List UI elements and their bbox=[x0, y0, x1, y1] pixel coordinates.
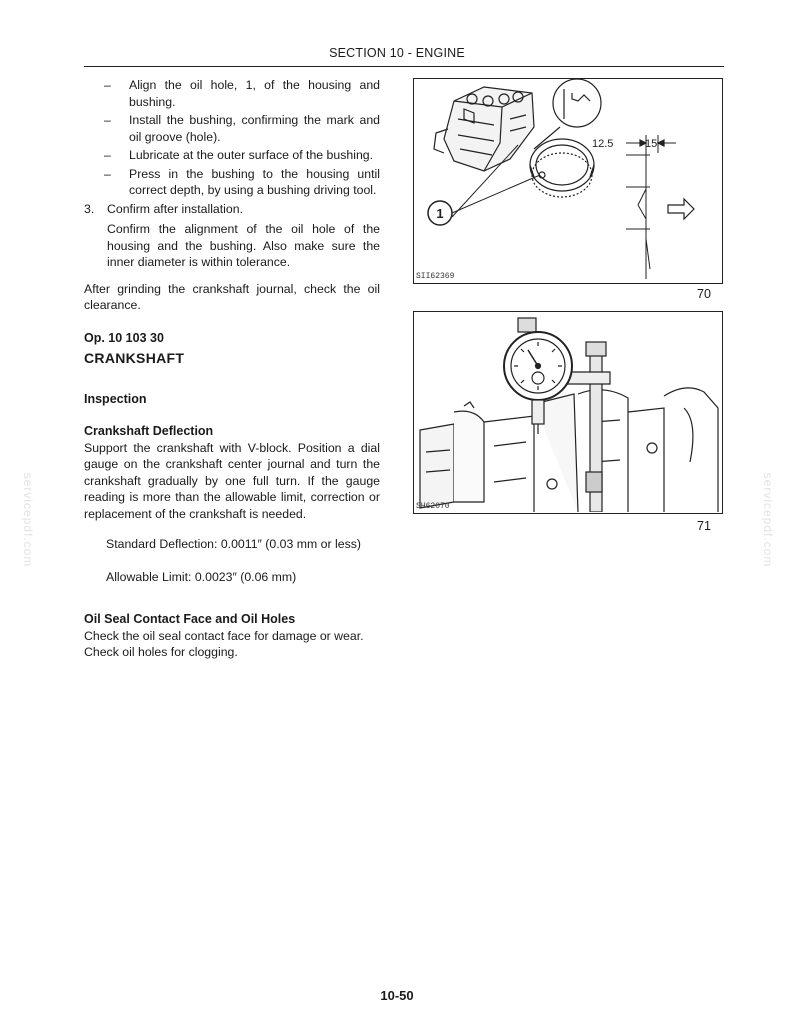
engine-bushing-illustration bbox=[414, 79, 721, 282]
step-number: 3. bbox=[84, 201, 95, 216]
section-title: SECTION 10 - ENGINE bbox=[329, 46, 465, 60]
watermark-right: servicepdf.com bbox=[761, 472, 775, 568]
op-code: Op. 10 103 30 bbox=[84, 330, 164, 345]
oil-seal-text: Check the oil seal contact face for damage or wear. Check oil holes for clogging. bbox=[84, 628, 364, 659]
allowable-limit: Allowable Limit: 0.0023″ (0.06 mm) bbox=[106, 569, 297, 584]
deflection-text: Support the crankshaft with V-block. Position a dial gauge on the crankshaft center journal and turn the crankshaft gradually by one full turn. If the gauge reading is more than the allowable limit, correction or replacement of the crankshaft is needed. bbox=[84, 440, 380, 521]
bullet-dash: – bbox=[104, 78, 111, 92]
watermark-left: servicepdf.com bbox=[21, 472, 35, 568]
figure-code: SH62070 bbox=[416, 502, 450, 511]
figure-code: SII62369 bbox=[416, 272, 455, 281]
step-3-detail: Confirm the alignment of the oil hole of the housing and the bushing. Also make sure the inner diameter is within tolerance. bbox=[107, 222, 380, 269]
bullet-text: Press in the bushing to the housing until correct depth, by using a bushing driving tool. bbox=[129, 166, 380, 197]
bullet-item bbox=[84, 112, 380, 145]
bullet-item bbox=[84, 166, 380, 199]
bullet-dash: – bbox=[104, 166, 111, 181]
page-title: CRANKSHAFT bbox=[84, 350, 185, 366]
bullet-dash: – bbox=[104, 148, 111, 162]
figure-71-dial-gauge bbox=[413, 311, 723, 514]
bullet-text: Align the oil hole, 1, of the housing and bushing. bbox=[129, 78, 380, 109]
page-number: 10-50 bbox=[380, 988, 414, 1003]
bullet-item bbox=[84, 77, 380, 110]
header-rule bbox=[84, 66, 724, 67]
inspection-heading: Inspection bbox=[84, 391, 147, 406]
dimension-12-5: 12.5 bbox=[592, 138, 614, 150]
step-text: Confirm after installation. bbox=[107, 201, 244, 216]
dimension-15: 15 bbox=[645, 138, 658, 150]
dial-gauge-crankshaft-illustration bbox=[414, 312, 721, 512]
figure-number-71: 71 bbox=[697, 519, 711, 533]
figure-number-70: 70 bbox=[697, 287, 711, 301]
bullet-text: Lubricate at the outer surface of the bushing. bbox=[129, 148, 374, 162]
figure-70-bushing-installation bbox=[413, 78, 723, 284]
oil-seal-heading: Oil Seal Contact Face and Oil Holes bbox=[84, 612, 296, 626]
step-3 bbox=[84, 201, 380, 218]
standard-deflection: Standard Deflection: 0.0011″ (0.03 mm or less) bbox=[106, 537, 361, 551]
bullet-text: Install the bushing, confirming the mark and oil groove (hole). bbox=[129, 113, 380, 144]
after-grinding-text: After grinding the crankshaft journal, check the oil clearance. bbox=[84, 281, 380, 312]
bullet-dash: – bbox=[104, 113, 111, 127]
bullet-item bbox=[84, 147, 380, 164]
deflection-heading: Crankshaft Deflection bbox=[84, 424, 214, 438]
left-column bbox=[84, 77, 380, 661]
callout-1-label: 1 bbox=[436, 206, 444, 221]
